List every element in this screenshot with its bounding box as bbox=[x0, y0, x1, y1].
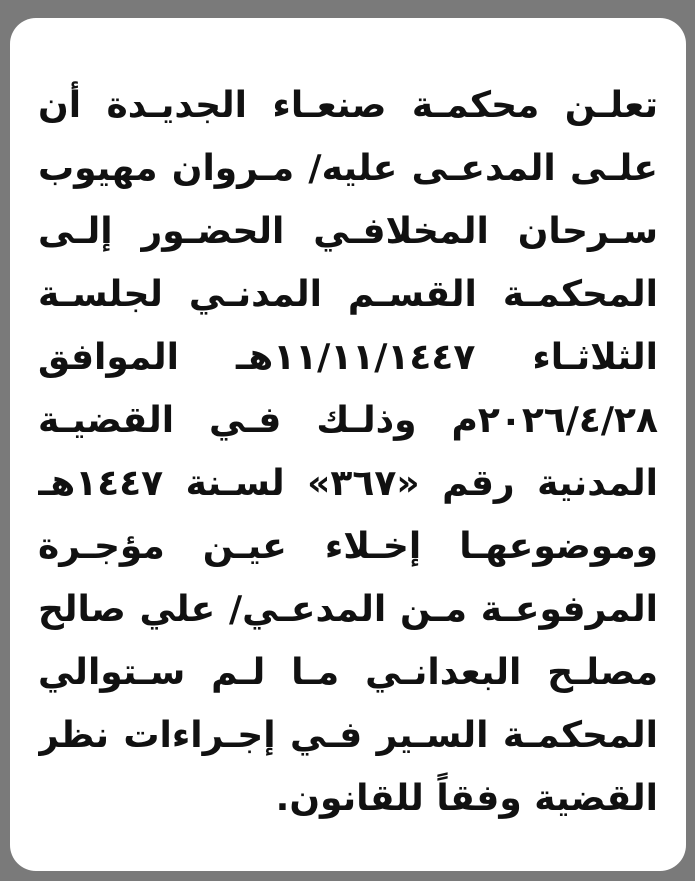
notice-line: المحكمـة القسـم المدنـي لجلسـة bbox=[38, 274, 658, 315]
notice-frame bbox=[10, 18, 686, 871]
notice-line: سـرحان المخلافـي الحضـور إلـى bbox=[38, 211, 658, 252]
notice-line: الثلاثـاء ١١/١١/١٤٤٧هـ الموافق bbox=[38, 337, 658, 378]
notice-line: وموضوعهـا إخـلاء عيـن مؤجـرة bbox=[38, 526, 658, 567]
notice-line: المحكمـة السـير فـي إجـراءات نظر bbox=[38, 715, 658, 756]
notice-line: المرفوعـة مـن المدعـي/ علي صالح bbox=[38, 589, 658, 630]
notice-line: القضية وفقاً للقانون. bbox=[275, 778, 658, 819]
notice-line: المدنية رقم «٣٦٧» لسـنة ١٤٤٧هـ bbox=[38, 463, 658, 504]
notice-line: علـى المدعـى عليه/ مـروان مهيوب bbox=[38, 148, 658, 189]
court-notice-text bbox=[38, 74, 658, 830]
notice-line: ٢٠٢٦/٤/٢٨م وذلـك فـي القضيـة bbox=[38, 400, 658, 441]
notice-line: تعلـن محكمـة صنعـاء الجديـدة أن bbox=[38, 85, 658, 126]
notice-line: مصلـح البعدانـي مـا لـم سـتوالي bbox=[38, 652, 658, 693]
